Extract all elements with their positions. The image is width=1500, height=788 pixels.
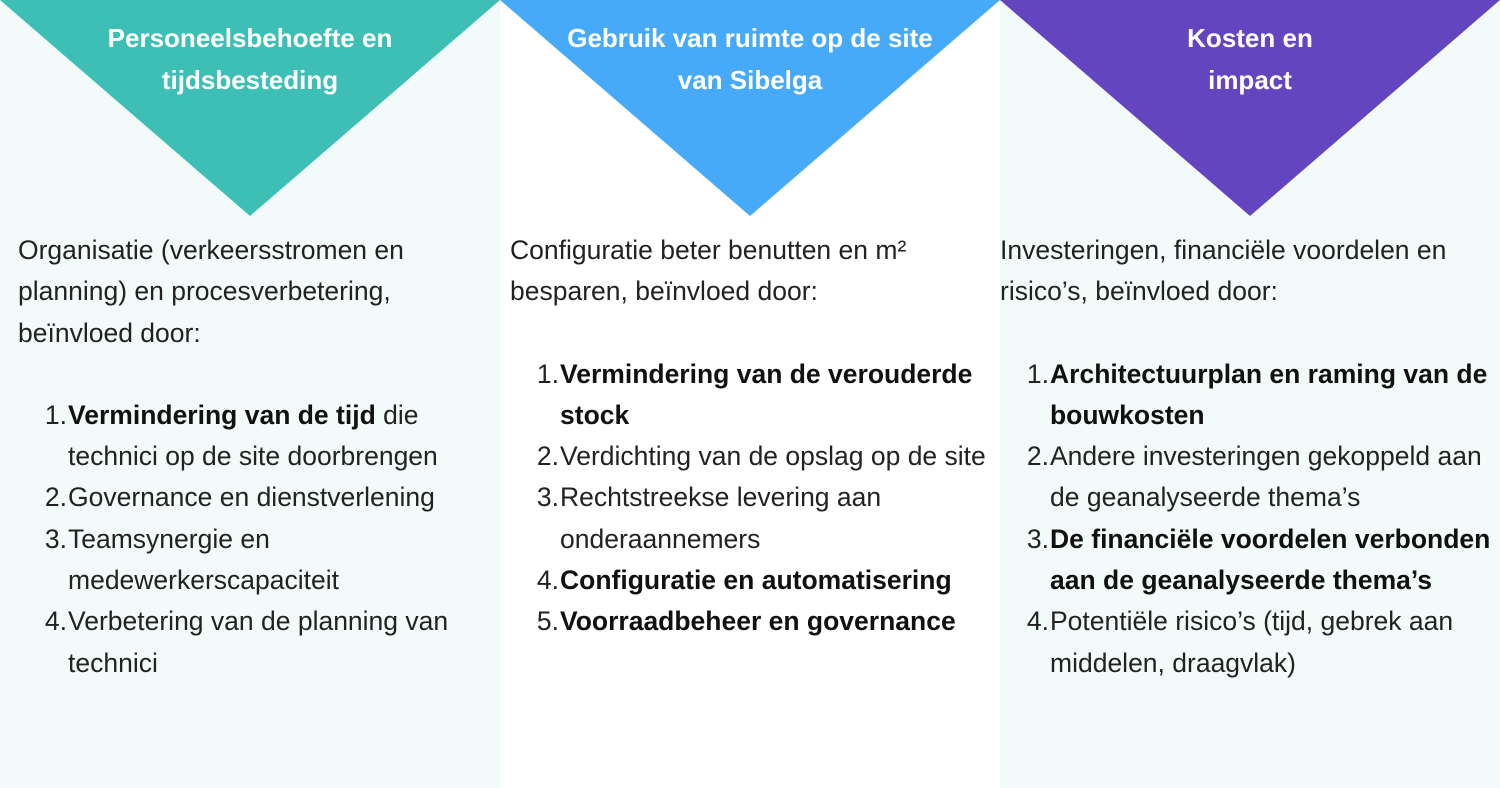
list-item xyxy=(510,560,992,601)
factor-list xyxy=(510,354,992,643)
item-number: 1. xyxy=(1026,358,1049,389)
item-number: 3. xyxy=(536,482,559,513)
item-bold-text: Vermindering van de verouderde stock xyxy=(560,358,973,430)
column-space-usage xyxy=(500,0,1000,788)
item-number: 3. xyxy=(1026,523,1049,554)
item-bold-text: Vermindering van de tijd xyxy=(68,399,376,430)
column-title: Kosten en impact xyxy=(1187,23,1313,95)
list-item xyxy=(510,477,992,560)
list-item xyxy=(18,395,492,478)
list-item xyxy=(18,519,492,602)
list-item xyxy=(1000,519,1496,602)
item-text: die technici op de site doorbrengen xyxy=(68,399,438,472)
item-text: Andere investeringen gekoppeld aan de geanalyseerde thema’s xyxy=(1050,441,1482,513)
item-text: Teamsynergie en medewerkerscapaciteit xyxy=(68,523,340,596)
item-number: 2. xyxy=(1026,441,1049,472)
column-body xyxy=(18,230,492,684)
factor-list xyxy=(18,395,492,684)
item-number: 2. xyxy=(44,482,67,513)
list-item xyxy=(510,436,992,477)
list-item xyxy=(1000,354,1496,437)
item-text: Governance en dienstverlening xyxy=(68,482,435,513)
item-text: Potentiële risico’s (tijd, gebrek aan middelen, draagvlak) xyxy=(1050,606,1454,678)
column-intro: Organisatie (verkeersstromen en planning) en procesverbetering, beïnvloed door: xyxy=(18,235,404,348)
column-title: Gebruik van ruimte op de site van Sibelga xyxy=(567,23,933,95)
item-number: 2. xyxy=(536,441,559,472)
item-bold-text: Architectuurplan en raming van de bouwkosten xyxy=(1050,358,1488,430)
item-bold-text: Voorraadbeheer en governance xyxy=(560,606,956,637)
item-number: 4. xyxy=(1026,606,1049,637)
item-number: 4. xyxy=(44,606,67,637)
column-title: Personeelsbehoefte en tijdsbesteding xyxy=(107,23,393,95)
list-item xyxy=(1000,601,1496,684)
column-staffing xyxy=(0,0,500,788)
item-number: 1. xyxy=(44,399,67,430)
list-item xyxy=(18,477,492,518)
item-text: Verbetering van de planning van technici xyxy=(68,606,449,678)
list-item xyxy=(18,601,492,684)
list-item xyxy=(1000,436,1496,519)
column-costs-impact xyxy=(1000,0,1500,788)
column-intro: Investeringen, financiële voordelen en risico’s, beïnvloed door: xyxy=(1000,235,1447,307)
column-intro: Configuratie beter benutten en m² besparen, beïnvloed door: xyxy=(510,235,907,307)
list-item xyxy=(510,601,992,642)
item-number: 3. xyxy=(44,523,67,554)
column-body xyxy=(510,230,992,643)
factor-list xyxy=(1000,354,1496,684)
item-text: Rechtstreekse levering aan onderaannemers xyxy=(560,482,882,554)
item-text: Verdichting van de opslag op de site xyxy=(560,441,986,472)
item-bold-text: Configuratie en automatisering xyxy=(560,565,952,596)
item-number: 4. xyxy=(536,565,559,596)
item-number: 1. xyxy=(536,358,559,389)
item-bold-text: De financiële voordelen verbonden aan de geanalyseerde thema’s xyxy=(1050,523,1491,596)
column-body xyxy=(1000,230,1496,684)
item-number: 5. xyxy=(536,606,559,637)
list-item xyxy=(510,354,992,437)
